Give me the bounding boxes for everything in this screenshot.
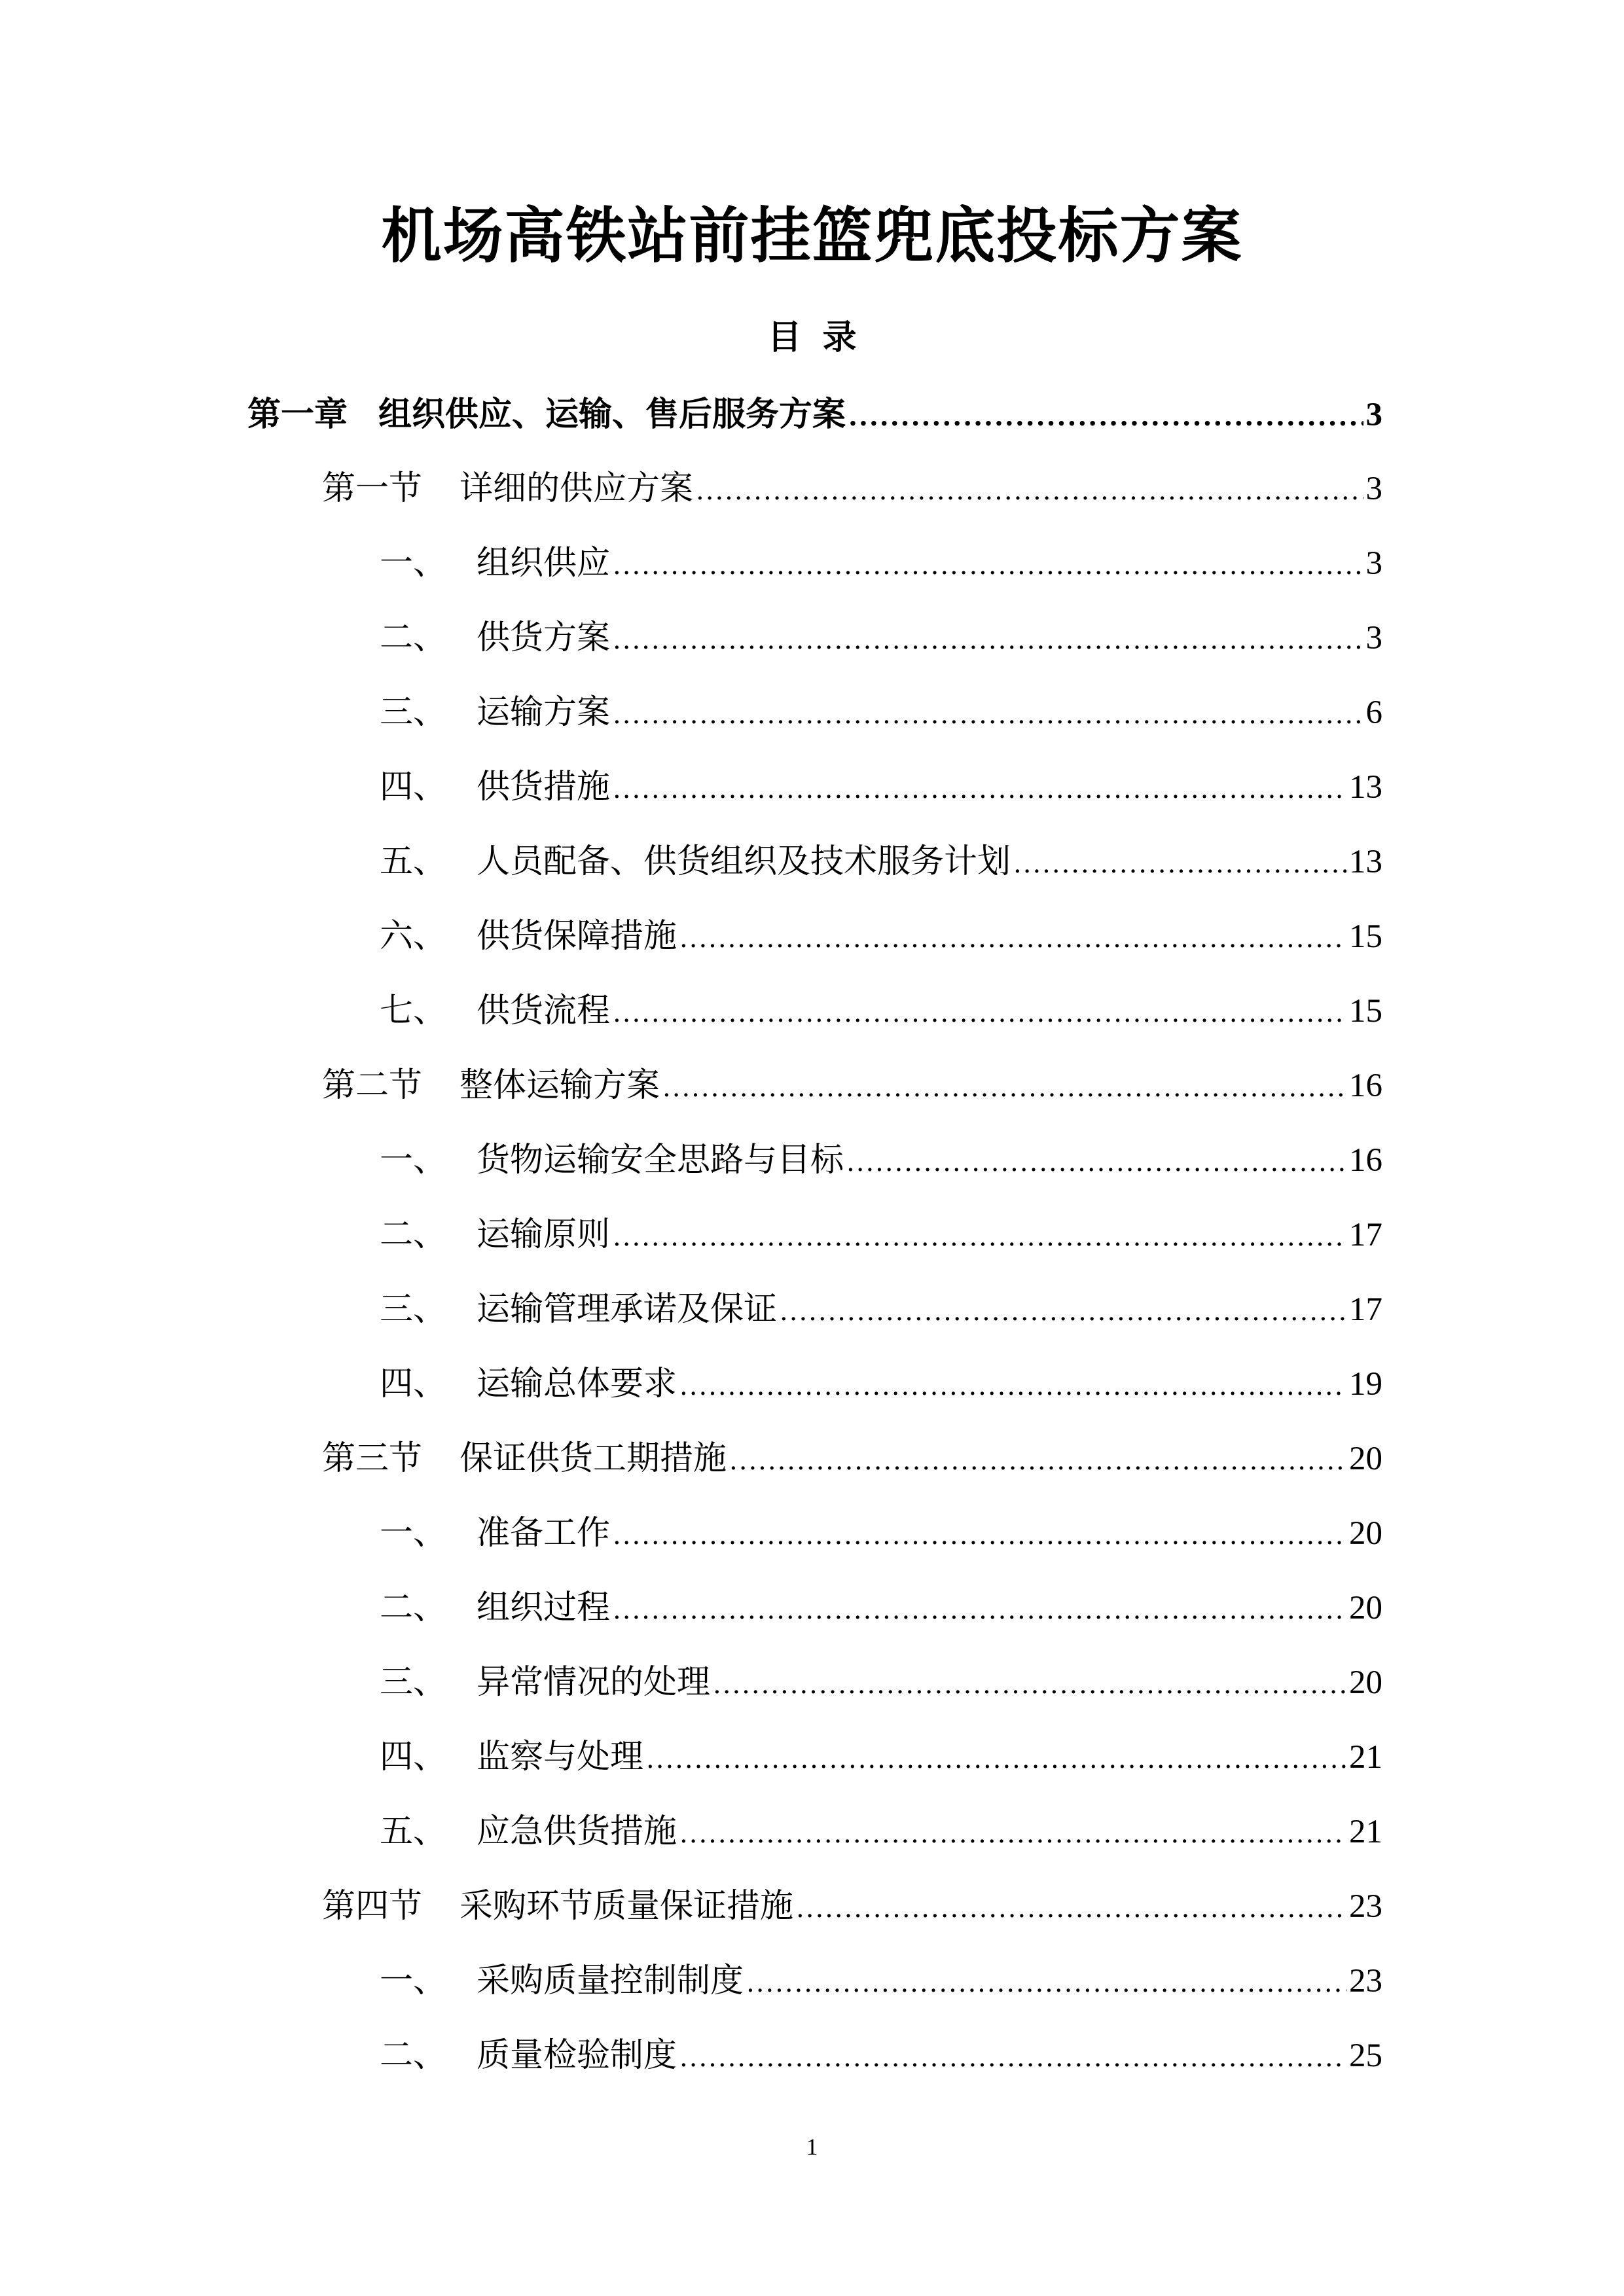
toc-entry-number: 二、 [380,619,447,657]
toc-entry-title: 人员配备、供货组织及技术服务计划 [477,842,1011,881]
toc-entry-page: 23 [1349,1963,1382,2000]
toc-entry-page: 20 [1349,1441,1382,1477]
toc-entry-number: 六、 [380,917,447,956]
toc-dot-leader [848,380,1363,454]
toc-entry-title: 异常情况的处理 [477,1663,711,1702]
toc-dot-leader [729,1424,1346,1498]
toc-entry-title: 采购环节质量保证措施 [460,1887,794,1926]
toc-entry-number: 一、 [380,544,447,583]
toc-entry-title: 保证供货工期措施 [460,1439,727,1478]
toc-entry-item[interactable] [380,1272,1382,1347]
toc-entry-number: 一、 [380,1141,447,1179]
toc-entry-number: 四、 [380,1738,447,1776]
toc-entry-title: 组织供应 [477,544,611,583]
toc-entry-page: 21 [1349,1814,1382,1850]
toc-entry-title: 监察与处理 [477,1738,644,1776]
toc-entry-title: 运输方案 [477,693,611,732]
toc-entry-page: 3 [1365,620,1382,656]
toc-dot-leader [613,1200,1346,1274]
toc-entry-page: 19 [1349,1366,1382,1403]
toc-entry-title: 应急供货措施 [477,1812,677,1851]
toc-entry-page: 17 [1349,1217,1382,1253]
toc-entry-item[interactable] [380,1571,1382,1645]
toc-entry-page: 20 [1349,1664,1382,1701]
toc-entry-item[interactable] [380,750,1382,825]
toc-entry-page: 20 [1349,1590,1382,1626]
toc-entry-title: 组织供应、运输、售后服务方案 [378,395,846,434]
toc-dot-leader [613,976,1346,1050]
toc-entry-title: 供货流程 [477,992,611,1030]
toc-entry-section[interactable] [322,452,1382,526]
toc-entry-title: 供货保障措施 [477,917,677,956]
toc-entry-page: 25 [1349,2037,1382,2074]
toc-entry-page: 16 [1349,1142,1382,1179]
toc-entry-item[interactable] [380,601,1382,675]
toc-entry-page: 20 [1349,1515,1382,1552]
toc-dot-leader [746,1946,1346,2020]
toc-entry-chapter[interactable] [247,377,1382,452]
toc-entry-page: 3 [1365,397,1382,433]
toc-entry-item[interactable] [380,1645,1382,1720]
toc-entry-item[interactable] [380,1720,1382,1795]
toc-entry-item[interactable] [380,1347,1382,1422]
toc-entry-page: 21 [1349,1739,1382,1776]
toc-entry-item[interactable] [380,2018,1382,2093]
toc-entry-number: 三、 [380,1290,447,1329]
toc-entry-page: 3 [1365,471,1382,507]
toc-dot-leader [679,1349,1346,1424]
toc-dot-leader [796,1871,1346,1946]
toc-entry-number: 二、 [380,1588,447,1627]
toc-entry-number: 第四节 [322,1887,423,1926]
toc-entry-item[interactable] [380,974,1382,1049]
toc-entry-section[interactable] [322,1049,1382,1123]
toc-entry-item[interactable] [380,675,1382,750]
toc-dot-leader [662,1050,1346,1125]
toc-entry-title: 采购质量控制制度 [477,1962,744,2000]
toc-entry-item[interactable] [380,1795,1382,1869]
toc-dot-leader [780,1274,1346,1349]
toc-dot-leader [679,901,1346,976]
toc-entry-page: 16 [1349,1067,1382,1104]
toc-entry-page: 23 [1349,1888,1382,1925]
toc-entry-title: 供货措施 [477,768,611,806]
toc-entry-number: 第三节 [322,1439,423,1478]
toc-dot-leader [613,752,1346,827]
toc-entry-number: 一、 [380,1514,447,1552]
toc-entry-title: 货物运输安全思路与目标 [477,1141,844,1179]
toc-entry-page: 17 [1349,1291,1382,1328]
toc-entry-section[interactable] [322,1869,1382,1944]
toc-entry-item[interactable] [380,899,1382,974]
toc-entry-number: 五、 [380,1812,447,1851]
toc-entry-item[interactable] [380,1496,1382,1571]
toc-entry-title: 运输管理承诺及保证 [477,1290,778,1329]
toc-entry-number: 五、 [380,842,447,881]
toc-entry-number: 二、 [380,2036,447,2075]
toc-dot-leader [613,1498,1346,1573]
toc-entry-number: 一、 [380,1962,447,2000]
toc-entry-title: 组织过程 [477,1588,611,1627]
toc-entry-item[interactable] [380,1944,1382,2018]
toc-entry-title: 质量检验制度 [477,2036,677,2075]
toc-entry-page: 15 [1349,993,1382,1030]
toc-entry-page: 6 [1365,694,1382,731]
toc-entry-page: 15 [1349,918,1382,955]
toc-dot-leader [613,1573,1346,1647]
toc-entry-title: 准备工作 [477,1514,611,1552]
toc-dot-leader [613,528,1363,603]
toc-entry-item[interactable] [380,526,1382,601]
toc-entry-item[interactable] [380,1123,1382,1198]
toc-entry-title: 供货方案 [477,619,611,657]
toc-dot-leader [613,603,1363,677]
toc-dot-leader [846,1125,1346,1200]
toc-entry-item[interactable] [380,1198,1382,1272]
toc-entry-number: 三、 [380,693,447,732]
toc-entry-item[interactable] [380,825,1382,899]
toc-heading: 目录 [767,317,878,357]
toc-entry-title: 详细的供应方案 [460,469,694,508]
toc-entry-title: 运输总体要求 [477,1365,677,1403]
toc-entry-page: 13 [1349,844,1382,880]
toc-dot-leader [713,1647,1346,1722]
toc-dot-leader [679,1797,1346,1871]
toc-entry-page: 13 [1349,769,1382,806]
toc-entry-page: 3 [1365,545,1382,582]
toc-entry-number: 第一章 [247,395,348,434]
document-title: 机场高铁站前挂篮兜底投标方案 [381,200,1243,271]
toc-entry-number: 七、 [380,992,447,1030]
toc-entry-number: 四、 [380,768,447,806]
toc-dot-leader [679,2020,1346,2095]
toc-entry-number: 三、 [380,1663,447,1702]
toc-dot-leader [646,1722,1346,1797]
toc-entry-title: 运输原则 [477,1215,611,1254]
toc-dot-leader [613,677,1363,752]
toc-entry-number: 四、 [380,1365,447,1403]
page-number: 1 [806,2134,818,2160]
toc-dot-leader [696,454,1363,528]
toc-entry-section[interactable] [322,1422,1382,1496]
toc-entry-title: 整体运输方案 [460,1066,660,1105]
toc-entry-number: 第二节 [322,1066,423,1105]
toc-dot-leader [1013,827,1346,901]
toc-entry-number: 第一节 [322,469,423,508]
toc-entry-number: 二、 [380,1215,447,1254]
